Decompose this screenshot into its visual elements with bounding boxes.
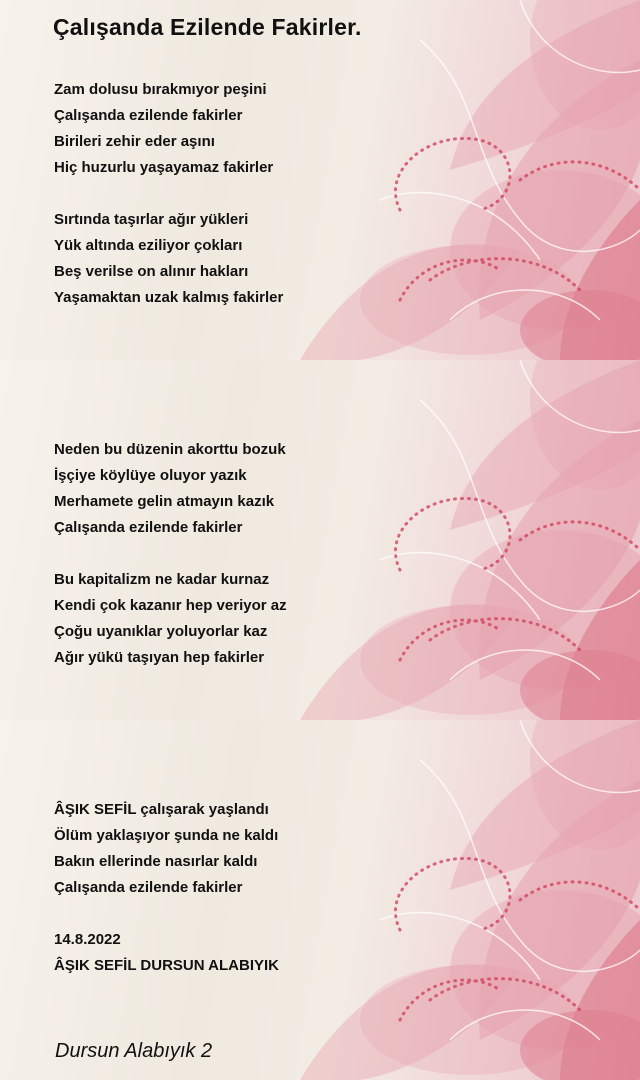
poem-line: Çoğu uyanıklar yoluyorlar kaz	[54, 623, 268, 640]
poem-line: Yaşamaktan uzak kalmış fakirler	[54, 289, 284, 306]
poem-signature	[54, 927, 279, 979]
poem-line: Kendi çok kazanır hep veriyor az	[54, 597, 287, 614]
poem-line: Ölüm yaklaşıyor şunda ne kaldı	[54, 827, 279, 844]
poem-line: Ağır yükü taşıyan hep fakirler	[54, 649, 265, 666]
poem-stanza	[54, 567, 287, 671]
author-name: Dursun Alabıyık 2	[55, 1040, 213, 1062]
poem-line: İşçiye köylüye oluyor yazık	[54, 467, 247, 484]
poem-title: Çalışanda Ezilende Fakirler.	[53, 14, 362, 40]
poem-line: Bu kapitalizm ne kadar kurnaz	[54, 571, 270, 588]
poem-line: Bakın ellerinde nasırlar kaldı	[54, 853, 258, 870]
poem-stanza	[54, 77, 273, 181]
poem-line: Yük altında eziliyor çokları	[54, 237, 243, 254]
poem-signature-line: ÂŞIK SEFİL DURSUN ALABIYIK	[54, 957, 280, 974]
poem-line: Neden bu düzenin akorttu bozuk	[54, 441, 286, 458]
poem-stanza	[54, 797, 278, 901]
poem-line: Sırtında taşırlar ağır yükleri	[54, 211, 249, 228]
poem-stanza	[54, 437, 286, 541]
poem-stanza	[54, 207, 283, 311]
poem-line: Hiç huzurlu yaşayamaz fakirler	[54, 159, 274, 176]
poem-line: Beş verilse on alınır hakları	[54, 263, 249, 280]
poem-line: Zam dolusu bırakmıyor peşini	[54, 81, 267, 98]
poem-line: Çalışanda ezilende fakirler	[54, 879, 243, 896]
poem-line: ÂŞIK SEFİL çalışarak yaşlandı	[54, 801, 269, 818]
poem-line: Çalışanda ezilende fakirler	[54, 107, 243, 124]
poem-line: Merhamete gelin atmayın kazık	[54, 493, 275, 510]
poem-date: 14.8.2022	[54, 931, 121, 948]
poem-line: Çalışanda ezilende fakirler	[54, 519, 243, 536]
poem-line: Birileri zehir eder aşını	[54, 133, 215, 150]
